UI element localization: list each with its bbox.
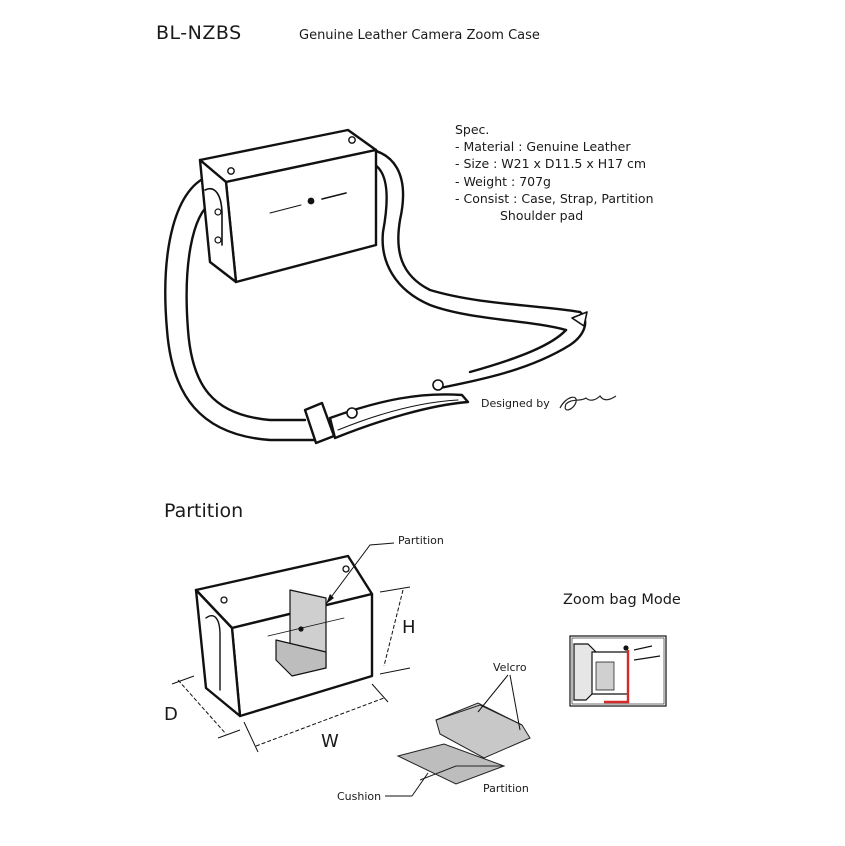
cushion-label: Cushion (337, 790, 382, 803)
spec-line-continuation: Shoulder pad (500, 208, 584, 224)
designer-signature (560, 396, 616, 410)
spec-line: - Consist : Case, Strap, Partition (455, 190, 654, 206)
velcro-label: Velcro (493, 661, 527, 674)
spec-line: - Size : W21 x D11.5 x H17 cm (455, 156, 647, 172)
strap-lower (440, 312, 585, 388)
partition-flat-pieces (398, 703, 530, 784)
spec-line: - Material : Genuine Leather (455, 139, 631, 155)
zoom-bag-mode-drawing (570, 636, 666, 706)
dimension-height-label: H (402, 617, 416, 638)
product-title: Genuine Leather Camera Zoom Case (299, 28, 540, 43)
model-code: BL-NZBS (156, 22, 242, 44)
strap-buckle (305, 403, 334, 443)
partition-callout-label: Partition (398, 534, 444, 547)
spec-line: - Weight : 707g (455, 173, 551, 189)
designed-by-label: Designed by (481, 397, 550, 410)
partition-case-drawing (196, 556, 372, 716)
spec-title: Spec. (455, 122, 490, 137)
dimension-width-label: W (321, 731, 339, 752)
spec-block (455, 121, 654, 224)
dimension-depth-label: D (164, 704, 178, 725)
zoom-bag-mode-title: Zoom bag Mode (563, 592, 681, 608)
partition-piece-label: Partition (483, 782, 529, 795)
partition-heading: Partition (164, 500, 244, 522)
